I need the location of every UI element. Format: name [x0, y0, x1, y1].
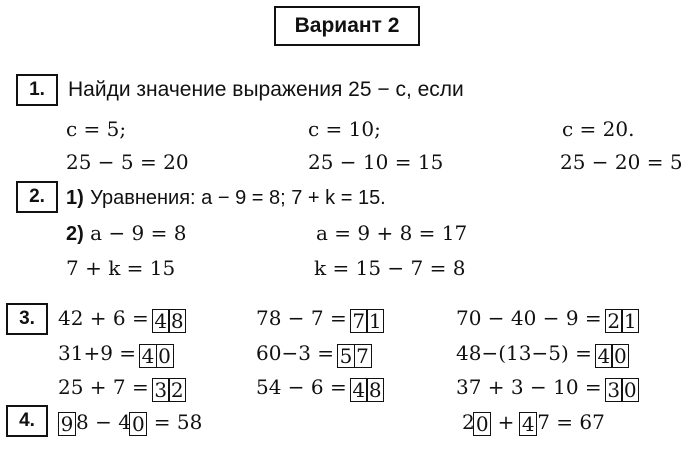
answer-digit-box: 9	[58, 412, 76, 436]
answer-digit-box: 4	[152, 309, 170, 333]
answer-digit-box: 7	[350, 309, 368, 333]
answer-boxes	[595, 340, 630, 370]
task-2-line-2	[66, 218, 186, 249]
answer-boxes	[152, 305, 187, 335]
task-1-result-2: 25 − 10 = 15	[308, 150, 444, 174]
task-2-equation-k: 7 + k = 15	[66, 256, 176, 280]
task-2-solution-k: k = 15 − 7 = 8	[314, 256, 466, 280]
task-1-condition-3: c = 20.	[562, 117, 635, 141]
equation-text: 2	[462, 410, 475, 434]
answer-digit-box: 2	[605, 309, 623, 333]
answer-digit-box: 0	[156, 344, 174, 368]
equation-text: 8 − 4	[76, 410, 131, 434]
equation-text: 7 = 67	[537, 410, 605, 434]
answer-digit-box: 1	[366, 309, 384, 333]
answer-digit-box: 0	[611, 344, 629, 368]
answer-digit-box: 8	[168, 309, 186, 333]
task-3-item	[456, 303, 639, 335]
task-3-item	[256, 338, 372, 370]
task-1-condition-1: c = 5;	[66, 117, 127, 141]
answer-boxes	[139, 340, 174, 370]
task-2-marker-2: 2)	[66, 223, 84, 245]
answer-boxes	[152, 374, 187, 404]
task-2-number: 2.	[16, 181, 58, 213]
task-3-expression: 37 + 3 − 10 =	[456, 375, 602, 399]
answer-digit-box: 3	[605, 378, 623, 402]
answer-digit-box: 4	[139, 344, 157, 368]
task-3-item	[256, 372, 384, 404]
page-title: Вариант 2	[274, 6, 420, 46]
task-4-number: 4.	[6, 405, 48, 437]
answer-boxes	[605, 374, 640, 404]
task-3-expression: 78 − 7 =	[256, 306, 347, 330]
answer-digit-box: 0	[473, 412, 491, 436]
answer-digit-box: 4	[595, 344, 613, 368]
task-3-expression: 60−3 =	[256, 341, 335, 365]
task-3-expression: 70 − 40 − 9 =	[456, 306, 602, 330]
task-3-expression: 31+9 =	[58, 341, 137, 365]
answer-digit-box: 0	[129, 412, 147, 436]
task-3-number: 3.	[6, 303, 48, 335]
task-3-item	[58, 338, 174, 370]
answer-boxes	[350, 374, 385, 404]
task-2-solution-a: a = 9 + 8 = 17	[316, 221, 468, 245]
task-2-line-1	[66, 182, 386, 213]
task-2-equation-a: a − 9 = 8	[90, 221, 187, 245]
task-3-item	[456, 372, 639, 404]
task-3-expression: 25 + 7 =	[58, 375, 149, 399]
answer-digit-box: 1	[621, 309, 639, 333]
task-4-equation-2	[462, 407, 605, 437]
answer-digit-box: 2	[168, 378, 186, 402]
answer-boxes	[350, 305, 385, 335]
task-3-item	[256, 303, 384, 335]
task-4-equation-1	[58, 407, 202, 437]
answer-digit-box: 4	[519, 412, 537, 436]
answer-boxes	[605, 305, 640, 335]
answer-digit-box: 0	[621, 378, 639, 402]
task-1-prompt: Найди значение выражения 25 − c, если	[68, 78, 464, 101]
answer-digit-box: 8	[366, 378, 384, 402]
task-3-item	[58, 372, 186, 404]
equation-text: +	[491, 410, 521, 434]
task-2-equations: Уравнения: a − 9 = 8; 7 + k = 15.	[90, 187, 386, 209]
task-1-condition-2: c = 10;	[308, 117, 381, 141]
task-3-item	[456, 338, 629, 370]
answer-boxes	[337, 340, 372, 370]
task-1-result-3: 25 − 20 = 5	[560, 150, 683, 174]
task-3-item	[58, 303, 186, 335]
answer-digit-box: 5	[337, 344, 355, 368]
answer-digit-box: 3	[152, 378, 170, 402]
answer-digit-box: 7	[354, 344, 372, 368]
answer-digit-box: 4	[350, 378, 368, 402]
task-1-result-1: 25 − 5 = 20	[66, 150, 189, 174]
equation-text: = 58	[147, 410, 203, 434]
task-3-expression: 42 + 6 =	[58, 306, 149, 330]
task-3-expression: 54 − 6 =	[256, 375, 347, 399]
task-1-number: 1.	[16, 74, 58, 106]
task-3-expression: 48−(13−5) =	[456, 341, 592, 365]
task-2-marker-1: 1)	[66, 187, 84, 209]
